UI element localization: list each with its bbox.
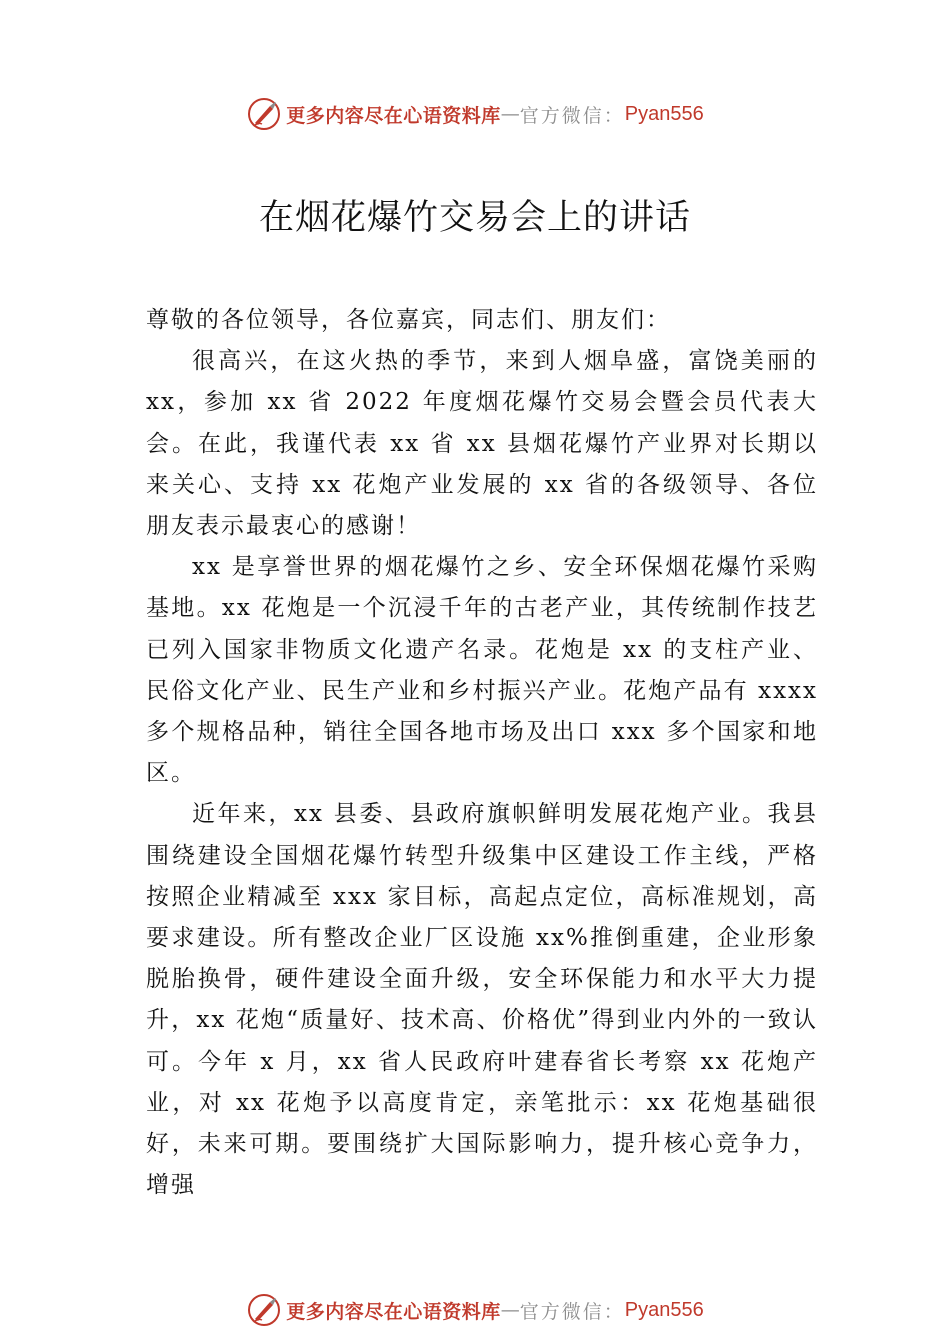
watermark-banner-bottom	[0, 1290, 950, 1330]
watermark-separator: —	[500, 1299, 520, 1321]
watermark-account: Pyan556	[624, 102, 704, 125]
watermark-wechat-label: 官方微信：	[519, 1300, 625, 1323]
quill-pen-logo-icon	[246, 1292, 282, 1328]
watermark-separator: —	[500, 103, 520, 125]
document-title: 在烟花爆竹交易会上的讲话	[258, 198, 691, 238]
paragraph: 近年来，xx 县委、县政府旗帜鲜明发展花炮产业。我县围绕建设全国烟花爆竹转型升级集中区建设工作主线，严格按照企业精减至 xxx 家目标，高起点定位，高标准规划，高要求建设。所有整改企业厂区设施 xx%推倒重建，企业形象脱胎换骨，硬件建设全面升级，安全环保能力和水平大力提升，xx 花炮“质量好、技术高、价格优”得到业内外的一致认可。今年 x 月，xx 省人民政府叶建春省长考察 xx 花炮产业，对 xx 花炮予以高度肯定，亲笔批示：xx 花炮基础很好，未来可期。要围绕扩大国际影响力，提升核心竞争力，增强	[146, 801, 818, 1199]
quill-pen-logo-icon	[246, 96, 282, 132]
salutation: 尊敬的各位领导，各位嘉宾，同志们、朋友们：	[146, 307, 671, 333]
document-body	[146, 300, 818, 1206]
watermark-brand-text: 更多内容尽在心语资料库	[286, 1300, 501, 1323]
watermark-account: Pyan556	[624, 1298, 704, 1321]
paragraph: 很高兴，在这火热的季节，来到人烟阜盛，富饶美丽的xx，参加 xx 省 2022 年度烟花爆竹交易会暨会员代表大会。在此，我谨代表 xx 省 xx 县烟花爆竹产业界对长期以来关心、支持 xx 花炮产业发展的 xx 省的各级领导、各位朋友表示最衷心的感谢！	[146, 348, 818, 540]
paragraph: xx 是享誉世界的烟花爆竹之乡、安全环保烟花爆竹采购基地。xx 花炮是一个沉浸千年的古老产业，其传统制作技艺已列入国家非物质文化遗产名录。花炮是 xx 的支柱产业、民俗文化产业、民生产业和乡村振兴产业。花炮产品有 xxxx 多个规格品种，销往全国各地市场及出口 xxx 多个国家和地区。	[146, 554, 818, 787]
watermark-banner-top	[0, 94, 950, 134]
watermark-brand-text: 更多内容尽在心语资料库	[286, 104, 501, 127]
watermark-wechat-label: 官方微信：	[519, 104, 625, 127]
